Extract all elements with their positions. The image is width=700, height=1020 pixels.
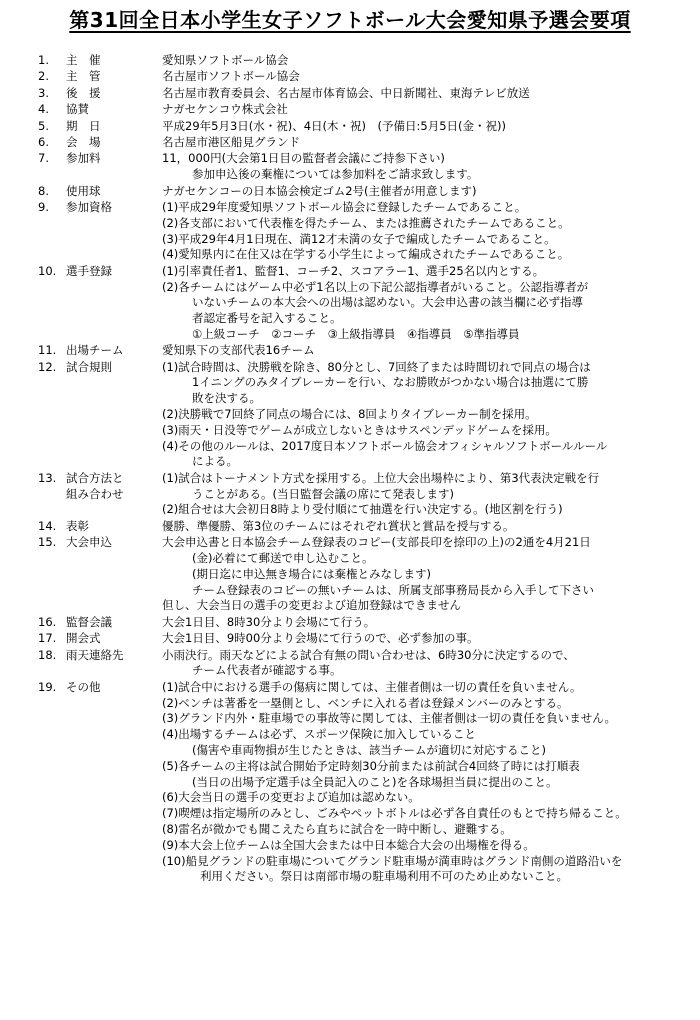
list-item (0, 119, 700, 135)
item-label-line2: 組み合わせ (66, 486, 124, 501)
item-number: 10. (38, 263, 57, 278)
item-text: (1)試合中における選手の傷病に関しては、主催者側は一切の責任を負いません。 (162, 679, 582, 694)
item-text: 者認定番号を記入すること。 (192, 311, 342, 326)
list-item (0, 615, 700, 631)
item-text: (7)喫煙は指定場所のみとし、ごみやペットボトルは必ず各自責任のもとで持ち帰ること。 (162, 806, 627, 821)
item-number: 1. (38, 53, 49, 67)
item-number: 5. (38, 118, 49, 133)
item-label: 参加資格 (66, 199, 112, 214)
item-text: 大会1日目、9時00分より会場にて行うので、必ず参加の事。 (162, 631, 479, 646)
item-text: 小雨決行。雨天などによる試合有無の問い合わせは、6時30分に決定するので、 (162, 647, 575, 662)
item-number: 7. (38, 151, 49, 166)
item-label: 雨天連絡先 (66, 647, 124, 662)
list-item (0, 471, 700, 518)
item-label: 監督会議 (66, 614, 112, 629)
item-label: 会 場 (66, 134, 101, 149)
item-text: 1イニングのみタイブレーカーを行い、なお勝敗がつかない場合は抽選にて勝 (192, 375, 589, 390)
item-text: ナガセケンコーの日本協会検定ゴム2号(主催者が用意します) (162, 183, 477, 198)
item-text: (金)必着にて郵送で申し込むこと。 (192, 551, 374, 566)
item-label: 主 催 (66, 53, 101, 67)
item-text: (4)愛知県内に在住又は在学する小学生によって編成されたチームであること。 (162, 247, 570, 262)
item-number: 16. (38, 614, 57, 629)
item-text: (3)雨天・日没等でゲームが成立しないときはサスペンデッドゲームを採用。 (162, 422, 557, 437)
item-number: 4. (38, 102, 49, 117)
item-text: 優勝、準優勝、第3位のチームにはそれぞれ賞状と賞品を授与する。 (162, 518, 515, 533)
item-text: 11，000円(大会第1日目の監督者会議にご持参下さい) (162, 151, 445, 166)
list-item (0, 53, 700, 69)
item-text: (5)各チームの主将は試合開始予定時刻30分前または前試合4回終了時には打順表 (162, 758, 580, 773)
item-text: (3)平成29年4月1日現在、満12才未満の女子で編成したチームであること。 (162, 231, 556, 246)
item-label: 大会申込 (66, 535, 112, 550)
item-label-line1: 試合方法と (66, 470, 124, 485)
item-text: チーム代表者が確認する事。 (192, 663, 342, 678)
item-text: 平成29年5月3日(水・祝)、4日(木・祝) (予備日:5月5日(金・祝)) (162, 118, 506, 133)
item-label: 出場チーム (66, 343, 124, 358)
item-text: 大会1日目、8時30分より会場にて行う。 (162, 614, 376, 629)
list-item (0, 680, 700, 885)
item-text: (傷害や車両物損が生じたときは、該当チームが適切に対応すること) (192, 742, 546, 757)
item-text: (9)本大会上位チームは全国大会または中日本総合大会の出場権を得る。 (162, 837, 535, 852)
item-number: 14. (38, 518, 57, 533)
item-label: その他 (66, 679, 101, 694)
item-label: 参加料 (66, 151, 101, 166)
list-item (0, 200, 700, 263)
item-text: (2)各チームにはゲーム中必ず1名以上の下記公認指導者がいること。公認指導者が (162, 279, 589, 294)
item-label: 協賛 (66, 102, 89, 117)
list-item (0, 535, 700, 614)
list-item (0, 184, 700, 200)
item-text: による。 (192, 454, 238, 469)
item-text: 愛知県下の支部代表16チーム (162, 343, 315, 358)
item-text: 敗を決する。 (192, 391, 261, 406)
list-item (0, 519, 700, 535)
list-item (0, 343, 700, 359)
item-text: (10)船見グランドの駐車場についてグランド駐車場が満車時はグランド南側の道路沿いを (162, 853, 623, 868)
list-item (0, 151, 700, 183)
item-text: いないチームの本大会への出場は認めない。大会申込書の該当欄に必ず指導 (192, 295, 583, 310)
item-text: (2)決勝戦で7回終了同点の場合には、8回よりタイブレーカー制を採用。 (162, 407, 537, 422)
requirements-list (0, 53, 700, 885)
item-text: (2)組合せは大会初日8時より受付順にて抽選を行い決定する。(地区割を行う) (162, 502, 563, 517)
item-text: (3)グランド内外・駐車場での事故等に関しては、主催者側は一切の責任を負いません。 (162, 711, 616, 726)
item-text: (6)大会当日の選手の変更および追加は認めない。 (162, 790, 420, 805)
item-label: 期 日 (66, 118, 101, 133)
item-text: 参加申込後の棄権については参加料をご請求致します。 (192, 167, 479, 182)
item-text: 名古屋市ソフトボール協会 (162, 69, 300, 84)
item-text: ①上級コーチ ②コーチ ③上級指導員 ④指導員 ⑤準指導員 (192, 326, 520, 341)
item-text: (期日迄に申込無き場合には棄権とみなします) (192, 566, 431, 581)
item-number: 18. (38, 647, 57, 662)
item-number: 19. (38, 679, 57, 694)
document-title: 第31回全日本小学生女子ソフトボール大会愛知県予選会要項 (69, 8, 631, 32)
list-item (0, 631, 700, 647)
item-text: (4)その他のルールは、2017度日本ソフトボール協会オフィシャルソフトボールルール (162, 438, 608, 453)
item-text: うことがある。(当日監督会議の席にて発表します) (192, 486, 454, 501)
item-label: 後 援 (66, 85, 101, 100)
item-number: 3. (38, 85, 49, 100)
item-number: 9. (38, 199, 49, 214)
item-text: (1)引率責任者1、監督1、コーチ2、スコアラー1、選手25名以内とする。 (162, 263, 545, 278)
item-text: 利用ください。祭日は南部市場の駐車場利用不可のため止めないこと。 (200, 869, 568, 884)
item-text: (1)平成29年度愛知県ソフトボール協会に登録したチームであること。 (162, 199, 527, 214)
item-text: 愛知県ソフトボール協会 (162, 53, 289, 67)
item-text: (2)ベンチは著番を一塁側とし、ベンチに入れる者は登録メンバーのみとする。 (162, 695, 569, 710)
item-text: (1)試合時間は、決勝戦を除き、80分とし、7回終了または時間切れで同点の場合は (162, 359, 591, 374)
item-text: (4)出場するチームは必ず、スポーツ保険に加入していること (162, 727, 476, 742)
item-text: 名古屋市港区船見グランド (162, 134, 300, 149)
item-text: 但し、大会当日の選手の変更および追加登録はできません (162, 598, 461, 613)
item-label (66, 471, 166, 503)
item-number: 8. (38, 183, 49, 198)
item-number: 2. (38, 69, 49, 84)
list-item (0, 102, 700, 118)
item-label: 選手登録 (66, 263, 112, 278)
item-text: 名古屋市教育委員会、名古屋市体育協会、中日新聞社、東海テレビ放送 (162, 85, 530, 100)
list-item (0, 264, 700, 343)
item-text: チーム登録表のコピーの無いチームは、所属支部事務局長から入手して下さい (192, 582, 595, 597)
item-number: 12. (38, 359, 57, 374)
item-label: 表彰 (66, 518, 89, 533)
item-number: 15. (38, 535, 57, 550)
item-number: 11. (38, 343, 57, 358)
item-label: 主 管 (66, 69, 101, 84)
item-text: 大会申込書と日本協会チーム登録表のコピー(支部長印を捺印の上)の2通を4月21日 (162, 535, 591, 550)
item-text: (当日の出場予定選手は全員記入のこと)を各球場担当員に提出のこと。 (192, 774, 558, 789)
list-item (0, 69, 700, 85)
item-text: (1)試合はトーナメント方式を採用する。上位大会出場枠により、第3代表決定戦を行 (162, 470, 600, 485)
list-item (0, 135, 700, 151)
item-label: 使用球 (66, 183, 101, 198)
list-item (0, 360, 700, 471)
item-number: 6. (38, 134, 49, 149)
item-label: 開会式 (66, 631, 101, 646)
item-number: 17. (38, 631, 57, 646)
list-item (0, 86, 700, 102)
list-item (0, 648, 700, 680)
item-number: 13. (38, 470, 57, 485)
item-text: ナガセケンコウ株式会社 (162, 102, 288, 117)
item-text: (8)雷名が微かでも聞こえたら直ちに試合を一時中断し、避難する。 (162, 821, 512, 836)
item-text: (2)各支部において代表権を得たチーム、または推薦されたチームであること。 (162, 215, 570, 230)
item-label: 試合規則 (66, 359, 112, 374)
